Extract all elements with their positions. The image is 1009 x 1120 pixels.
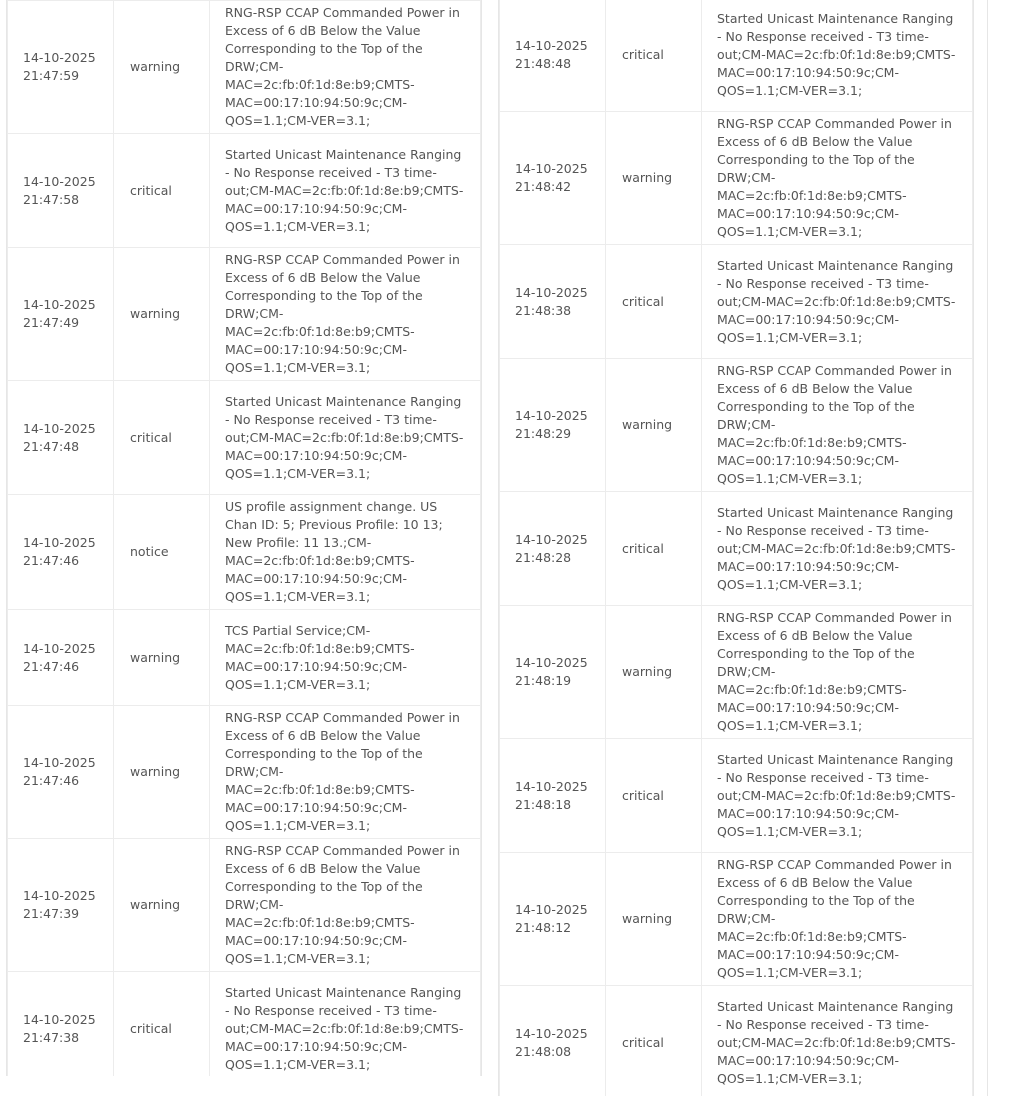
event-date: 14-10-2025 (515, 161, 588, 176)
severity-cell: critical (114, 134, 210, 248)
event-time: 21:47:39 (23, 906, 80, 921)
event-time: 21:48:12 (515, 920, 572, 935)
timestamp-cell (8, 706, 114, 839)
timestamp-cell (500, 986, 606, 1097)
message-cell: RNG-RSP CCAP Commanded Power in Excess of 6 dB Below the Value Corresponding to the Top of the DRW;CM-MAC=2c:fb:0f:1d:8e:b9;CMTS-MAC=00:17:10:94:50:9c;CM-QOS=1.1;CM-VER=3.1; (210, 839, 481, 972)
table-row (500, 0, 973, 112)
severity-cell: critical (606, 492, 702, 606)
event-date: 14-10-2025 (515, 902, 588, 917)
event-date: 14-10-2025 (515, 531, 588, 547)
event-time: 21:48:19 (515, 673, 572, 688)
event-time: 21:48:08 (515, 1043, 572, 1059)
timestamp-cell (500, 492, 606, 606)
scrollbar-track[interactable] (987, 0, 988, 1096)
timestamp-cell (8, 1, 114, 134)
table-row (8, 1, 481, 134)
event-date: 14-10-2025 (515, 1025, 588, 1041)
table-row (500, 606, 973, 739)
event-log-panel-left (6, 0, 482, 1076)
event-time: 21:48:42 (515, 179, 572, 194)
event-date: 14-10-2025 (23, 420, 96, 436)
severity-cell: warning (114, 610, 210, 706)
message-cell: Started Unicast Maintenance Ranging - No Response received - T3 time-out;CM-MAC=2c:fb:0f:1d:8e:b9;CMTS-MAC=00:17:10:94:50:9c;CM-QOS=1.1;CM-VER=3.1; (702, 0, 973, 112)
timestamp-cell (8, 839, 114, 972)
table-row (8, 706, 481, 839)
message-cell: Started Unicast Maintenance Ranging - No Response received - T3 time-out;CM-MAC=2c:fb:0f:1d:8e:b9;CMTS-MAC=00:17:10:94:50:9c;CM-QOS=1.1;CM-VER=3.1; (702, 245, 973, 359)
message-cell: Started Unicast Maintenance Ranging - No Response received - T3 time-out;CM-MAC=2c:fb:0f:1d:8e:b9;CMTS-MAC=00:17:10:94:50:9c;CM-QOS=1.1;CM-VER=3.1; (210, 381, 481, 495)
event-date: 14-10-2025 (23, 535, 96, 550)
table-row (500, 112, 973, 245)
timestamp-cell (500, 112, 606, 245)
timestamp-cell (500, 245, 606, 359)
event-date: 14-10-2025 (23, 888, 96, 903)
event-log-panel-right (498, 0, 974, 1096)
event-time: 21:47:38 (23, 1029, 80, 1045)
message-cell: RNG-RSP CCAP Commanded Power in Excess of 6 dB Below the Value Corresponding to the Top of the DRW;CM-MAC=2c:fb:0f:1d:8e:b9;CMTS-MAC=00:17:10:94:50:9c;CM-QOS=1.1;CM-VER=3.1; (210, 248, 481, 381)
table-row (500, 492, 973, 606)
table-row (8, 381, 481, 495)
event-date: 14-10-2025 (515, 284, 588, 300)
timestamp-cell (500, 0, 606, 112)
event-time: 21:48:28 (515, 549, 572, 565)
event-log-table (499, 0, 973, 1096)
message-cell: RNG-RSP CCAP Commanded Power in Excess of 6 dB Below the Value Corresponding to the Top of the DRW;CM-MAC=2c:fb:0f:1d:8e:b9;CMTS-MAC=00:17:10:94:50:9c;CM-QOS=1.1;CM-VER=3.1; (702, 359, 973, 492)
severity-cell: warning (114, 706, 210, 839)
message-cell: RNG-RSP CCAP Commanded Power in Excess of 6 dB Below the Value Corresponding to the Top of the DRW;CM-MAC=2c:fb:0f:1d:8e:b9;CMTS-MAC=00:17:10:94:50:9c;CM-QOS=1.1;CM-VER=3.1; (702, 853, 973, 986)
event-time: 21:48:18 (515, 796, 572, 812)
event-time: 21:47:46 (23, 658, 80, 674)
message-cell: RNG-RSP CCAP Commanded Power in Excess of 6 dB Below the Value Corresponding to the Top of the DRW;CM-MAC=2c:fb:0f:1d:8e:b9;CMTS-MAC=00:17:10:94:50:9c;CM-QOS=1.1;CM-VER=3.1; (210, 1, 481, 134)
event-date: 14-10-2025 (23, 640, 96, 656)
severity-cell: warning (606, 359, 702, 492)
event-time: 21:48:48 (515, 55, 572, 71)
table-row (8, 610, 481, 706)
severity-cell: warning (606, 853, 702, 986)
severity-cell: warning (606, 112, 702, 245)
table-row (500, 245, 973, 359)
timestamp-cell (500, 739, 606, 853)
event-time: 21:47:46 (23, 553, 80, 568)
message-cell: Started Unicast Maintenance Ranging - No Response received - T3 time-out;CM-MAC=2c:fb:0f:1d:8e:b9;CMTS-MAC=00:17:10:94:50:9c;CM-QOS=1.1;CM-VER=3.1; (210, 972, 481, 1077)
event-date: 14-10-2025 (515, 778, 588, 794)
severity-cell: warning (114, 839, 210, 972)
message-cell: Started Unicast Maintenance Ranging - No Response received - T3 time-out;CM-MAC=2c:fb:0f:1d:8e:b9;CMTS-MAC=00:17:10:94:50:9c;CM-QOS=1.1;CM-VER=3.1; (702, 492, 973, 606)
event-time: 21:48:38 (515, 302, 572, 318)
timestamp-cell (500, 359, 606, 492)
timestamp-cell (8, 381, 114, 495)
event-date: 14-10-2025 (23, 173, 96, 189)
severity-cell: warning (114, 1, 210, 134)
event-time: 21:48:29 (515, 426, 572, 441)
severity-cell: critical (114, 381, 210, 495)
table-row (8, 495, 481, 610)
timestamp-cell (8, 248, 114, 381)
severity-cell: critical (606, 739, 702, 853)
table-row (8, 972, 481, 1077)
severity-cell: warning (606, 606, 702, 739)
severity-cell: notice (114, 495, 210, 610)
event-time: 21:47:46 (23, 773, 80, 788)
table-row (500, 359, 973, 492)
message-cell: US profile assignment change. US Chan ID: 5; Previous Profile: 10 13; New Profile: 11 13.;CM-MAC=2c:fb:0f:1d:8e:b9;CMTS-MAC=00:17:10:94:50:9c;CM-QOS=1.1;CM-VER=3.1; (210, 495, 481, 610)
message-cell: Started Unicast Maintenance Ranging - No Response received - T3 time-out;CM-MAC=2c:fb:0f:1d:8e:b9;CMTS-MAC=00:17:10:94:50:9c;CM-QOS=1.1;CM-VER=3.1; (210, 134, 481, 248)
timestamp-cell (8, 495, 114, 610)
event-date: 14-10-2025 (515, 655, 588, 670)
event-date: 14-10-2025 (23, 50, 96, 65)
table-row (500, 986, 973, 1097)
message-cell: RNG-RSP CCAP Commanded Power in Excess of 6 dB Below the Value Corresponding to the Top of the DRW;CM-MAC=2c:fb:0f:1d:8e:b9;CMTS-MAC=00:17:10:94:50:9c;CM-QOS=1.1;CM-VER=3.1; (702, 606, 973, 739)
timestamp-cell (500, 606, 606, 739)
severity-cell: warning (114, 248, 210, 381)
message-cell: Started Unicast Maintenance Ranging - No Response received - T3 time-out;CM-MAC=2c:fb:0f:1d:8e:b9;CMTS-MAC=00:17:10:94:50:9c;CM-QOS=1.1;CM-VER=3.1; (702, 986, 973, 1097)
timestamp-cell (500, 853, 606, 986)
timestamp-cell (8, 134, 114, 248)
message-cell: RNG-RSP CCAP Commanded Power in Excess of 6 dB Below the Value Corresponding to the Top of the DRW;CM-MAC=2c:fb:0f:1d:8e:b9;CMTS-MAC=00:17:10:94:50:9c;CM-QOS=1.1;CM-VER=3.1; (702, 112, 973, 245)
event-log-table (7, 0, 481, 1076)
table-row (8, 248, 481, 381)
event-date: 14-10-2025 (23, 755, 96, 770)
event-time: 21:47:59 (23, 68, 80, 83)
severity-cell: critical (606, 986, 702, 1097)
event-time: 21:47:48 (23, 438, 80, 454)
event-time: 21:47:58 (23, 191, 80, 207)
timestamp-cell (8, 972, 114, 1077)
table-row (8, 839, 481, 972)
timestamp-cell (8, 610, 114, 706)
event-date: 14-10-2025 (23, 1011, 96, 1027)
event-date: 14-10-2025 (515, 408, 588, 423)
table-row (8, 134, 481, 248)
table-row (500, 853, 973, 986)
message-cell: Started Unicast Maintenance Ranging - No Response received - T3 time-out;CM-MAC=2c:fb:0f:1d:8e:b9;CMTS-MAC=00:17:10:94:50:9c;CM-QOS=1.1;CM-VER=3.1; (702, 739, 973, 853)
event-date: 14-10-2025 (23, 297, 96, 312)
table-row (500, 739, 973, 853)
event-time: 21:47:49 (23, 315, 80, 330)
event-date: 14-10-2025 (515, 37, 588, 53)
severity-cell: critical (114, 972, 210, 1077)
message-cell: RNG-RSP CCAP Commanded Power in Excess of 6 dB Below the Value Corresponding to the Top of the DRW;CM-MAC=2c:fb:0f:1d:8e:b9;CMTS-MAC=00:17:10:94:50:9c;CM-QOS=1.1;CM-VER=3.1; (210, 706, 481, 839)
message-cell: TCS Partial Service;CM-MAC=2c:fb:0f:1d:8e:b9;CMTS-MAC=00:17:10:94:50:9c;CM-QOS=1.1;CM-VER=3.1; (210, 610, 481, 706)
severity-cell: critical (606, 0, 702, 112)
severity-cell: critical (606, 245, 702, 359)
